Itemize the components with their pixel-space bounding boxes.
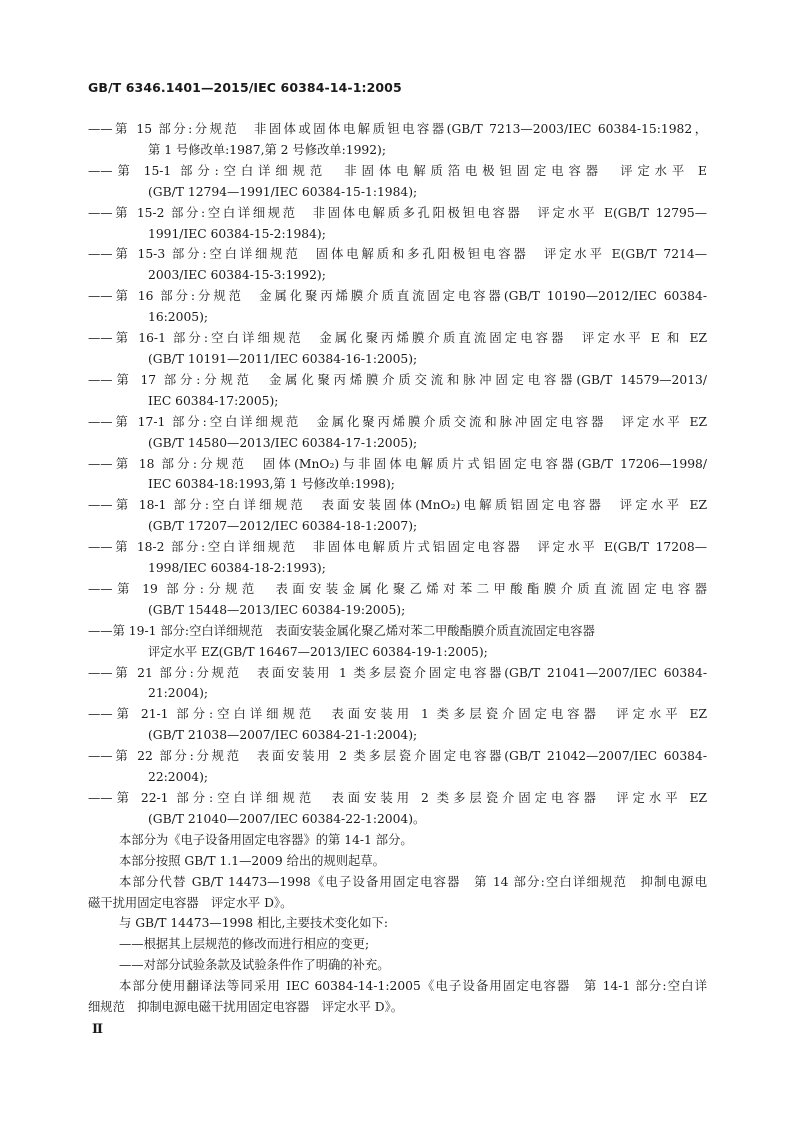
part-item-line-1: ——第 21 部分:分规范 表面安装用 1 类多层瓷介固定电容器(GB/T 21041—2007/IEC 60384- xyxy=(88,665,707,680)
paragraph-changes-intro: 与 GB/T 14473—1998 相比,主要技术变化如下: xyxy=(119,916,388,931)
part-item-line-1: ——第 19-1 部分:空白详细规范 表面安装金属化聚乙烯对苯二甲酸酯膜介质直流固定电容器 xyxy=(88,623,595,638)
part-item-line-1: ——第 16-1 部分:空白详细规范 金属化聚丙烯膜介质直流固定电容器 评定水平 E 和 EZ xyxy=(88,331,707,346)
part-item-line-1: ——第 22-1 部分:空白详细规范 表面安装用 2 类多层瓷介固定电容器 评定水平 EZ xyxy=(88,791,707,805)
part-list-item xyxy=(88,663,707,705)
part-item-line-1: ——第 17 部分:分规范 金属化聚丙烯膜介质交流和脉冲固定电容器(GB/T 14579—2013/ xyxy=(88,372,707,387)
change-list-item: ——根据其上层规范的修改而进行相应的变更; xyxy=(119,937,370,952)
part-item-line-2: 第 1 号修改单:1987,第 2 号修改单:1992); xyxy=(148,142,386,157)
standard-code-header: GB/T 6346.1401—2015/IEC 60384-14-1:2005 xyxy=(88,80,402,95)
part-item-line-2: (GB/T 17207—2012/IEC 60384-18-1:2007); xyxy=(148,519,418,534)
part-list-item xyxy=(88,161,707,203)
part-item-line-1: ——第 18 部分:分规范 固体(MnO₂)与非固体电解质片式铝固定电容器(GB/T 17206—1998/ xyxy=(88,456,707,471)
part-list-item xyxy=(88,328,707,370)
page-number: Ⅱ xyxy=(92,1022,103,1037)
part-item-line-2: (GB/T 15448—2013/IEC 60384-19:2005); xyxy=(148,602,406,617)
part-item-line-1: ——第 22 部分:分规范 表面安装用 2 类多层瓷介固定电容器(GB/T 21042—2007/IEC 60384- xyxy=(88,749,707,764)
part-list-item xyxy=(88,495,707,537)
part-item-line-1: ——第 19 部分:分规范 表面安装金属化聚乙烯对苯二甲酸酯膜介质直流固定电容器 xyxy=(88,581,707,596)
part-list-item xyxy=(88,203,707,245)
part-item-line-2: 1998/IEC 60384-18-2:1993); xyxy=(148,561,326,576)
part-item-line-1: ——第 21-1 部分:空白详细规范 表面安装用 1 类多层瓷介固定电容器 评定水平 EZ xyxy=(88,707,707,722)
part-item-line-2: (GB/T 10191—2011/IEC 60384-16-1:2005); xyxy=(148,351,418,366)
paragraph-adoption-line-2: 细规范 抑制电源电磁干扰用固定电容器 评定水平 D》。 xyxy=(88,1000,404,1015)
part-item-line-2: IEC 60384-18:1993,第 1 号修改单:1998); xyxy=(148,477,395,492)
part-item-line-2: 22:2004); xyxy=(148,770,209,785)
part-list-item xyxy=(88,537,707,579)
part-list-item xyxy=(88,788,707,830)
part-item-line-2: IEC 60384-17:2005); xyxy=(148,393,279,408)
part-item-line-1: ——第 16 部分:分规范 金属化聚丙烯膜介质直流固定电容器(GB/T 10190—2012/IEC 60384- xyxy=(88,289,707,304)
part-item-line-2: (GB/T 21040—2007/IEC 60384-22-1:2004)。 xyxy=(148,811,426,826)
part-list-item xyxy=(88,746,707,788)
part-item-line-1: ——第 18-2 部分:空白详细规范 非固体电解质片式铝固定电容器 评定水平 E(GB/T 17208— xyxy=(88,540,707,555)
part-item-line-1: ——第 18-1 部分:空白详细规范 表面安装固体(MnO₂)电解质铝固定电容器 评定水平 EZ xyxy=(88,498,707,513)
part-list-item xyxy=(88,286,707,328)
part-list-item xyxy=(88,621,707,663)
part-item-line-2: 1991/IEC 60384-15-2:1984); xyxy=(148,226,326,241)
part-item-line-2: (GB/T 14580—2013/IEC 60384-17-1:2005); xyxy=(148,435,418,450)
part-item-line-1: ——第 17-1 部分:空白详细规范 金属化聚丙烯膜介质交流和脉冲固定电容器 评定水平 EZ xyxy=(88,414,707,429)
paragraph-drafting-rules: 本部分按照 GB/T 1.1—2009 给出的规则起草。 xyxy=(119,853,385,868)
part-item-line-2: (GB/T 12794—1991/IEC 60384-15-1:1984); xyxy=(148,184,418,199)
paragraph-part-statement: 本部分为《电子设备用固定电容器》的第 14-1 部分。 xyxy=(119,832,413,847)
part-list-item xyxy=(88,412,707,454)
part-item-line-2: 16:2005); xyxy=(148,310,209,325)
part-list-item xyxy=(88,579,707,621)
paragraph-replacement xyxy=(88,872,707,914)
part-item-line-1: ——第 15-1 部分:空白详细规范 非固体电解质箔电极钽固定电容器 评定水平 E xyxy=(88,163,707,178)
part-list-item xyxy=(88,704,707,746)
part-item-line-1: ——第 15-2 部分:空白详细规范 非固体电解质多孔阳极钽电容器 评定水平 E(GB/T 12795— xyxy=(88,205,707,220)
paragraph-replacement-line-1: 本部分代替 GB/T 14473—1998《电子设备用固定电容器 第 14 部分:空白详细规范 抑制电源电 xyxy=(119,874,707,889)
paragraph-adoption xyxy=(88,976,707,1018)
part-item-line-2: 评定水平 EZ(GB/T 16467—2013/IEC 60384-19-1:2005); xyxy=(148,644,488,659)
part-list-item xyxy=(88,119,707,161)
document-body xyxy=(88,119,707,1018)
part-item-line-1: ——第 15 部分:分规范 非固体或固体电解质钽电容器(GB/T 7213—2003/IEC 60384-15:1982， xyxy=(88,122,707,136)
paragraph-replacement-line-2: 磁干扰用固定电容器 评定水平 D》。 xyxy=(88,895,293,910)
part-item-line-2: (GB/T 21038—2007/IEC 60384-21-1:2004); xyxy=(148,728,418,743)
part-list-item xyxy=(88,370,707,412)
part-item-line-2: 21:2004); xyxy=(148,686,209,701)
part-item-line-2: 2003/IEC 60384-15-3:1992); xyxy=(148,268,326,283)
part-item-line-1: ——第 15-3 部分:空白详细规范 固体电解质和多孔阳极钽电容器 评定水平 E(GB/T 7214— xyxy=(88,247,707,262)
part-list-item xyxy=(88,454,707,496)
part-list-item xyxy=(88,244,707,286)
paragraph-adoption-line-1: 本部分使用翻译法等同采用 IEC 60384-14-1:2005《电子设备用固定电容器 第 14-1 部分:空白详 xyxy=(119,979,707,994)
change-list-item: ——对部分试验条款及试验条件作了明确的补充。 xyxy=(119,958,390,973)
